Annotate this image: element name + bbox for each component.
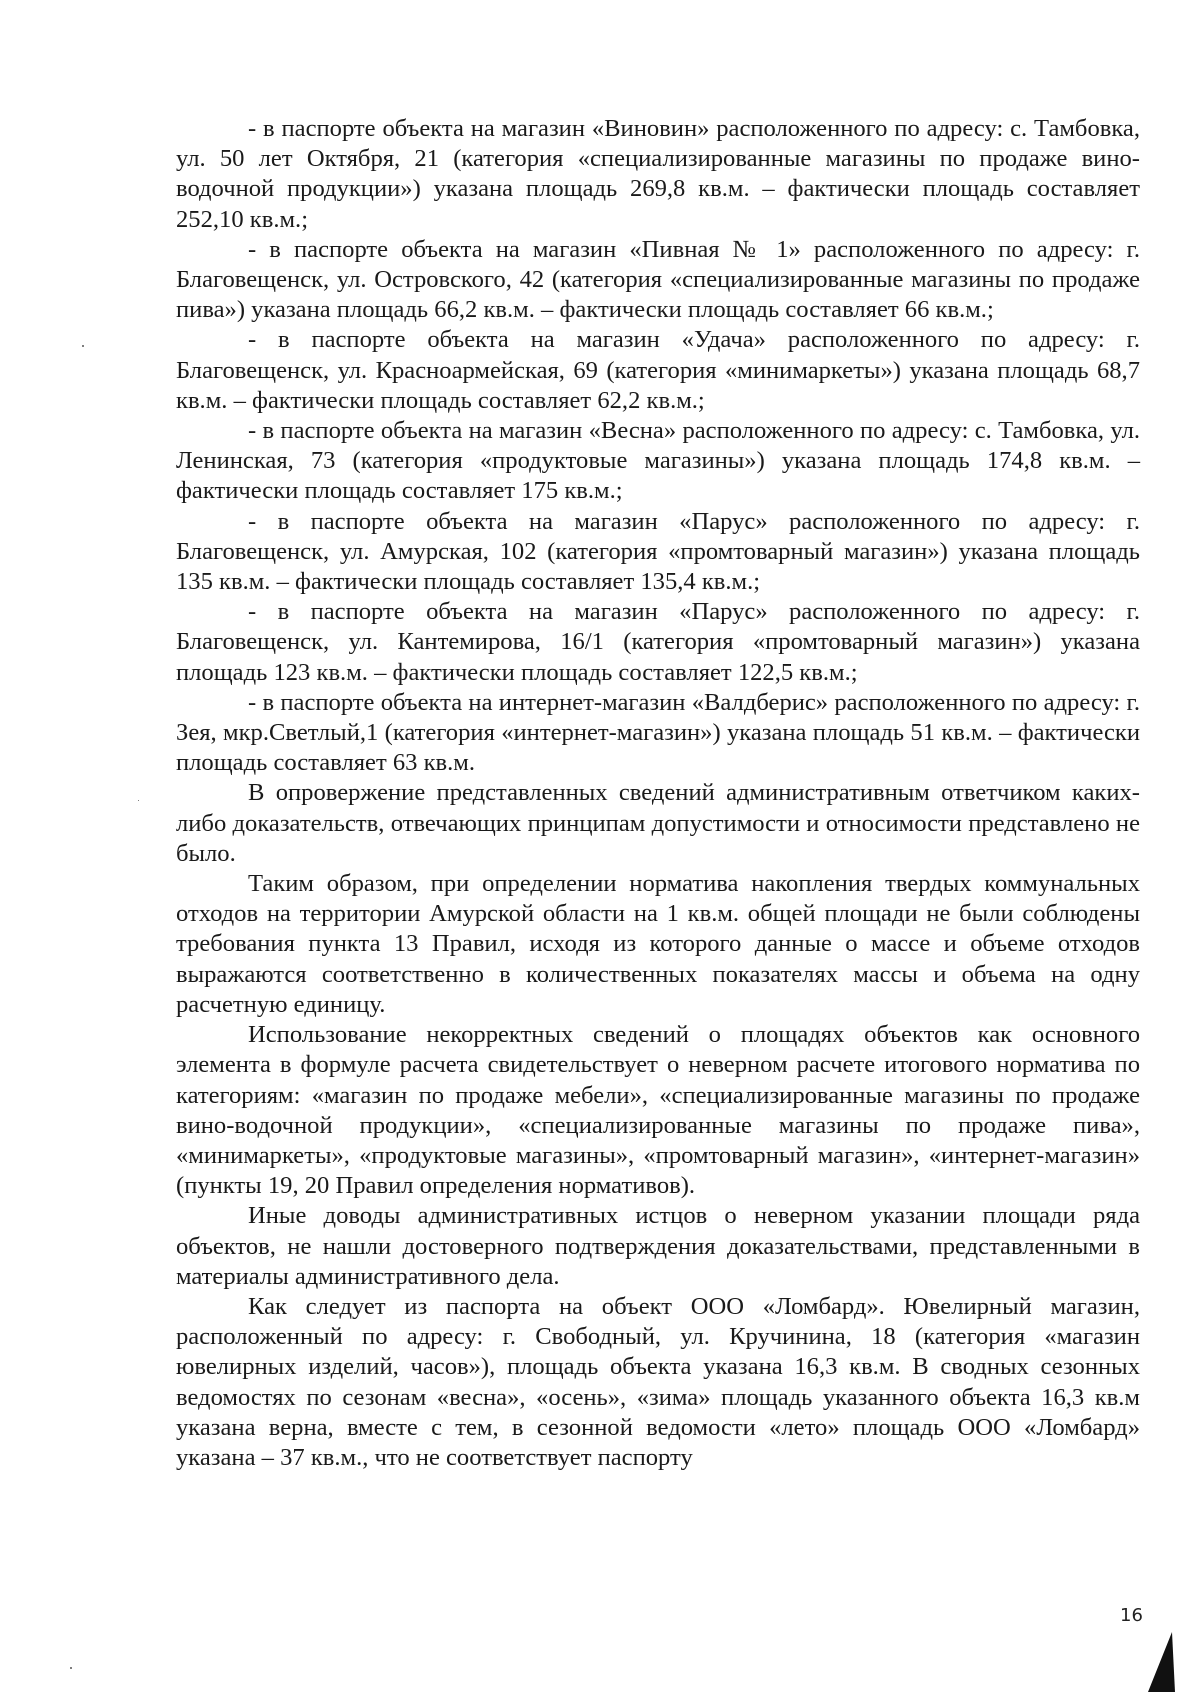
paragraph: - в паспорте объекта на интернет-магазин «Валдберис» расположенного по адресу: г. Зея, мкр.Светлый,1 (категория «интернет-магазин») указана площадь 51 кв.м. – фактически площадь составляет 63 кв.м. (176, 688, 1140, 777)
scan-mark (1146, 1632, 1176, 1692)
document-body (176, 114, 1140, 1473)
scan-speck (138, 800, 139, 801)
paragraph: - в паспорте объекта на магазин «Весна» расположенного по адресу: с. Тамбовка, ул. Ленинская, 73 (категория «продуктовые магазины») указана площадь 174,8 кв.м. – фактически площадь составляет 175 кв.м.; (176, 417, 1140, 505)
scan-speck (70, 1667, 72, 1669)
scan-speck (82, 345, 84, 347)
paragraph: - в паспорте объекта на магазин «Удача» расположенного по адресу: г. Благовещенск, ул. Красноармейская, 69 (категория «минимаркеты») указана площадь 68,7 кв.м. – фактически площадь составляет 62,2 кв.м.; (176, 326, 1140, 414)
paragraph: Как следует из паспорта на объект ООО «Ломбард». Ювелирный магазин, расположенный по адресу: г. Свободный, ул. Кручинина, 18 (категория «магазин ювелирных изделий, часов»), площадь объекта указана 16,3 кв.м. В сводных сезонных ведомостях по сезонам «весна», «осень», «зима» площадь указанного объекта 16,3 кв.м указана верна, вместе с тем, в сезонной ведомости «лето» площадь ООО «Ломбард» указана – 37 кв.м., что не соответствует паспорту (176, 1292, 1140, 1471)
paragraph: - в паспорте объекта на магазин «Виновин» расположенного по адресу: с. Тамбовка, ул. 50 лет Октября, 21 (категория «специализированные магазины по продаже вино-водочной продукции») указана площадь 269,8 кв.м. – фактически площадь составляет 252,10 кв.м.; (176, 115, 1140, 233)
paragraph: Иные доводы административных истцов о неверном указании площади ряда объектов, не нашли достоверного подтверждения доказательствами, представленными в материалы административного дела. (176, 1202, 1140, 1290)
paragraph: В опровержение представленных сведений административным ответчиком каких-либо доказательств, отвечающих принципам допустимости и относимости представлено не было. (176, 779, 1140, 867)
page-number: 16 (1120, 1605, 1143, 1626)
paragraph: Использование некорректных сведений о площадях объектов как основного элемента в формуле расчета свидетельствует о неверном расчете итогового норматива по категориям: «магазин по продаже мебели», «специализированные магазины по продаже вино-водочной продукции», «специализированные магазины по продаже пива», «минимаркеты», «продуктовые магазины», «промтоварный магазин», «интернет-магазин» (пункты 19, 20 Правил определения нормативов). (176, 1021, 1140, 1200)
paragraph: - в паспорте объекта на магазин «Парус» расположенного по адресу: г. Благовещенск, ул. Амурская, 102 (категория «промтоварный магазин») указана площадь 135 кв.м. – фактически площадь составляет 135,4 кв.м.; (176, 507, 1140, 596)
paragraph: Таким образом, при определении норматива накопления твердых коммунальных отходов на территории Амурской области на 1 кв.м. общей площади не были соблюдены требования пункта 13 Правил, исходя из которого данные о массе и объеме отходов выражаются соответственно в количественных показателях массы и объема на одну расчетную единицу. (176, 870, 1140, 1018)
paragraph: - в паспорте объекта на магазин «Пивная № 1» расположенного по адресу: г. Благовещенск, ул. Островского, 42 (категория «специализированные магазины по продаже пива») указана площадь 66,2 кв.м. – фактически площадь составляет 66 кв.м.; (176, 235, 1140, 324)
paragraph: - в паспорте объекта на магазин «Парус» расположенного по адресу: г. Благовещенск, ул. Кантемирова, 16/1 (категория «промтоварный магазин») указана площадь 123 кв.м. – фактически площадь составляет 122,5 кв.м.; (176, 598, 1140, 686)
